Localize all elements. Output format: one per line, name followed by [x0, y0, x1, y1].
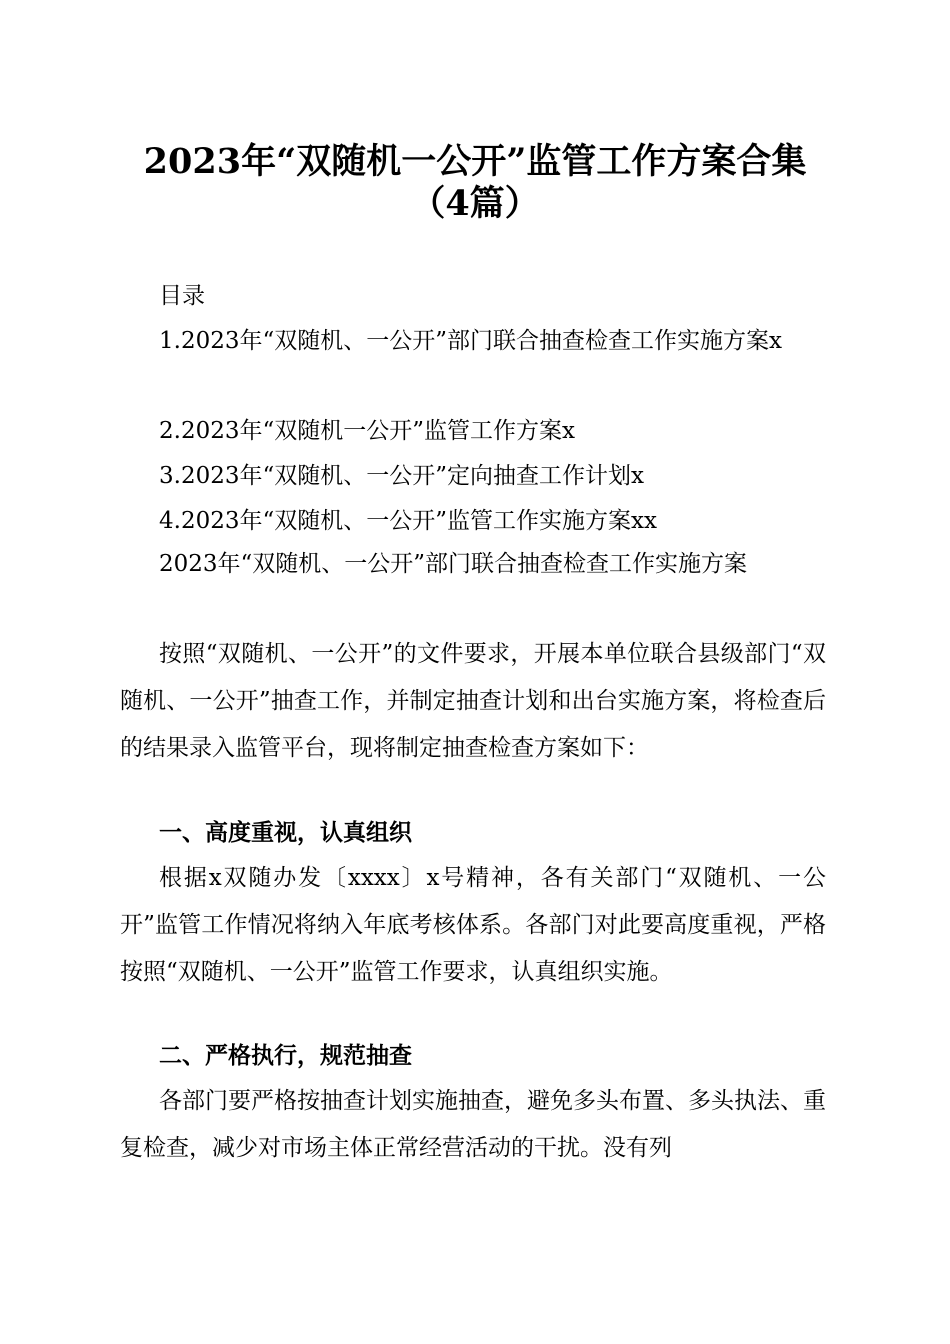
toc-item-4: 4.2023年“双随机、一公开”监管工作实施方案xx [159, 508, 657, 534]
heading-2: 二、严格执行，规范抽查 [159, 1043, 412, 1069]
document-title: 2023年“双随机一公开”监管工作方案合集 [143, 141, 807, 182]
heading-1: 一、高度重视，认真组织 [159, 820, 412, 846]
document-title-subtitle: （4篇） [410, 183, 540, 224]
toc-heading: 目录 [159, 283, 205, 309]
paragraph-1: 根据x双随办发〔xxxx〕x号精神，各有关部门“双随机、一公开”监管工作情况将纳入年底考核体系。各部门对此要高度重视，严格按照“双随机、一公开”监管工作要求，认真组织实施。 [120, 865, 826, 985]
intro-paragraph: 按照“双随机、一公开”的文件要求，开展本单位联合县级部门“双随机、一公开”抽查工作，并制定抽查计划和出台实施方案，将检查后的结果录入监管平台，现将制定抽查检查方案如下： [120, 641, 826, 761]
section-title: 2023年“双随机、一公开”部门联合抽查检查工作实施方案 [159, 551, 748, 577]
paragraph-2: 各部门要严格按抽查计划实施抽查，避免多头布置、多头执法、重复检查，减少对市场主体正常经营活动的干扰。没有列 [120, 1088, 826, 1161]
toc-item-3: 3.2023年“双随机、一公开”定向抽查工作计划x [159, 463, 644, 489]
toc-item-1: 1.2023年“双随机、一公开”部门联合抽查检查工作实施方案x [159, 328, 782, 354]
toc-item-2: 2.2023年“双随机一公开”监管工作方案x [159, 418, 575, 444]
